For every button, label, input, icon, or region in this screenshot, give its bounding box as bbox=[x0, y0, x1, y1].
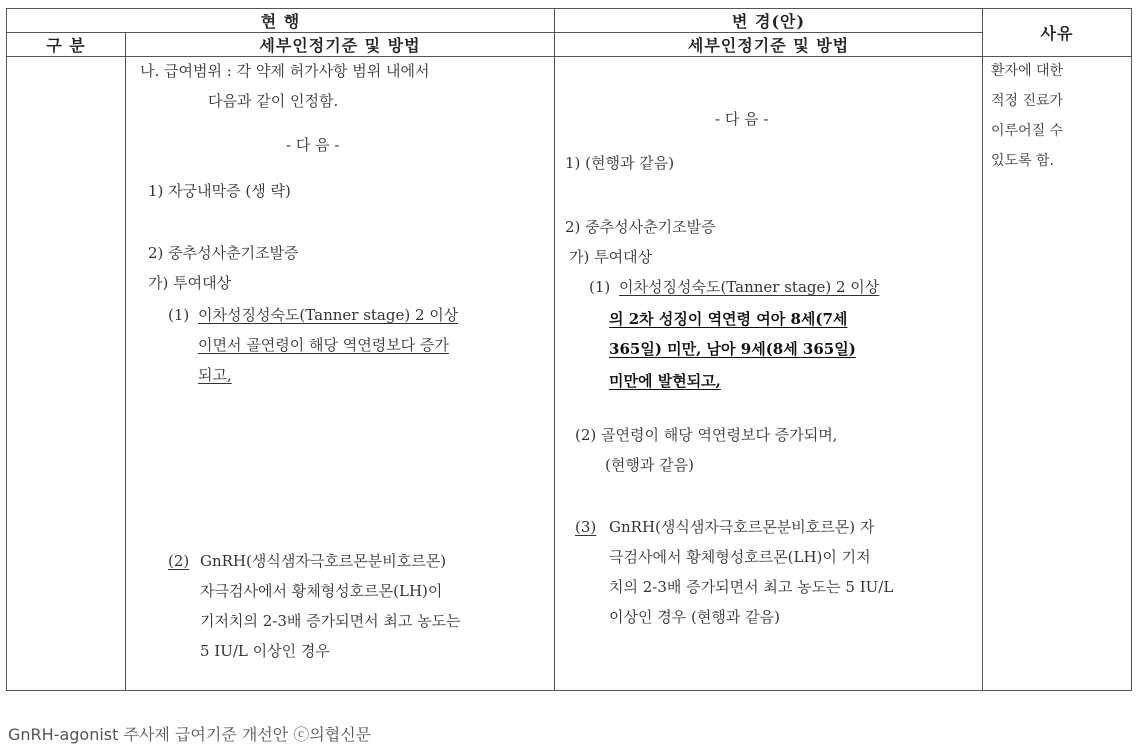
current-c2-number: (2) bbox=[168, 552, 190, 570]
proposed-p2-line2: (현행과 같음) bbox=[605, 456, 694, 474]
proposed-p1-line1: 이차성징성숙도(Tanner stage) 2 이상 bbox=[619, 278, 880, 296]
reason-line4: 있도록 함. bbox=[991, 153, 1055, 169]
current-c2-line4: 5 IU/L 이상인 경우 bbox=[200, 642, 330, 660]
proposed-p3-line2: 극검사에서 황체형성호르몬(LH)이 기저 bbox=[609, 548, 871, 566]
category-cell bbox=[7, 57, 126, 691]
header-proposed: 변 경(안) bbox=[555, 9, 983, 33]
proposed-p2-line1: (2) 골연령이 해당 역연령보다 증가되며, bbox=[575, 426, 838, 444]
current-c1-line2: 이면서 골연령이 해당 역연령보다 증가 bbox=[198, 336, 449, 354]
header-current: 현 행 bbox=[7, 9, 555, 33]
criteria-table bbox=[6, 8, 1132, 691]
current-c1-line1: 이차성징성숙도(Tanner stage) 2 이상 bbox=[198, 306, 459, 324]
proposed-p3-line1: GnRH(생식샘자극호르몬분비호르몬) 자 bbox=[609, 518, 875, 536]
reason-line1: 환자에 대한 bbox=[991, 63, 1064, 79]
reason-cell bbox=[983, 57, 1132, 691]
proposed-p3-line3: 치의 2-3배 증가되면서 최고 농도는 5 IU/L bbox=[609, 578, 894, 596]
current-target-heading: 가) 투여대상 bbox=[148, 274, 232, 292]
proposed-target-heading: 가) 투여대상 bbox=[569, 248, 653, 266]
current-item-2: 2) 중추성사춘기조발증 bbox=[148, 244, 299, 262]
current-c1-line3: 되고, bbox=[198, 366, 232, 384]
current-range-line2: 다음과 같이 인정함. bbox=[208, 92, 339, 110]
current-criteria-cell bbox=[126, 57, 555, 691]
header-reason: 사유 bbox=[983, 9, 1132, 57]
current-c2-line3: 기저치의 2-3배 증가되면서 최고 농도는 bbox=[200, 612, 461, 630]
proposed-p1-line3: 365일) 미만, 남아 9세(8세 365일) bbox=[609, 340, 856, 358]
current-item-1: 1) 자궁내막증 (생 략) bbox=[148, 182, 291, 200]
proposed-p3-line4: 이상인 경우 (현행과 같음) bbox=[609, 608, 780, 626]
proposed-next-heading: - 다 음 - bbox=[715, 110, 769, 128]
header-criteria-proposed: 세부인정기준 및 방법 bbox=[555, 33, 983, 57]
proposed-item-1: 1) (현행과 같음) bbox=[565, 154, 675, 172]
proposed-p1-number: (1) bbox=[589, 278, 611, 296]
proposed-p1-line2: 의 2차 성징이 역연령 여아 8세(7세 bbox=[609, 310, 848, 328]
current-range-line1: 나. 급여범위 : 각 약제 허가사항 범위 내에서 bbox=[140, 62, 430, 80]
proposed-criteria-cell bbox=[555, 57, 983, 691]
header-criteria-current: 세부인정기준 및 방법 bbox=[126, 33, 555, 57]
current-c2-line1: GnRH(생식샘자극호르몬분비호르몬) bbox=[200, 552, 447, 570]
proposed-p1-line4: 미만에 발현되고, bbox=[609, 372, 721, 390]
proposed-item-2: 2) 중추성사춘기조발증 bbox=[565, 218, 716, 236]
reason-line2: 적정 진료가 bbox=[991, 93, 1064, 109]
current-c2-line2: 자극검사에서 황체형성호르몬(LH)이 bbox=[200, 582, 443, 600]
header-category: 구 분 bbox=[7, 33, 126, 57]
image-caption: GnRH-agonist 주사제 급여기준 개선안 ⓒ의협신문 bbox=[8, 725, 372, 744]
proposed-p3-number: (3) bbox=[575, 518, 597, 536]
reason-line3: 이루어질 수 bbox=[991, 123, 1064, 139]
current-next-heading: - 다 음 - bbox=[286, 136, 340, 154]
current-c1-number: (1) bbox=[168, 306, 190, 324]
